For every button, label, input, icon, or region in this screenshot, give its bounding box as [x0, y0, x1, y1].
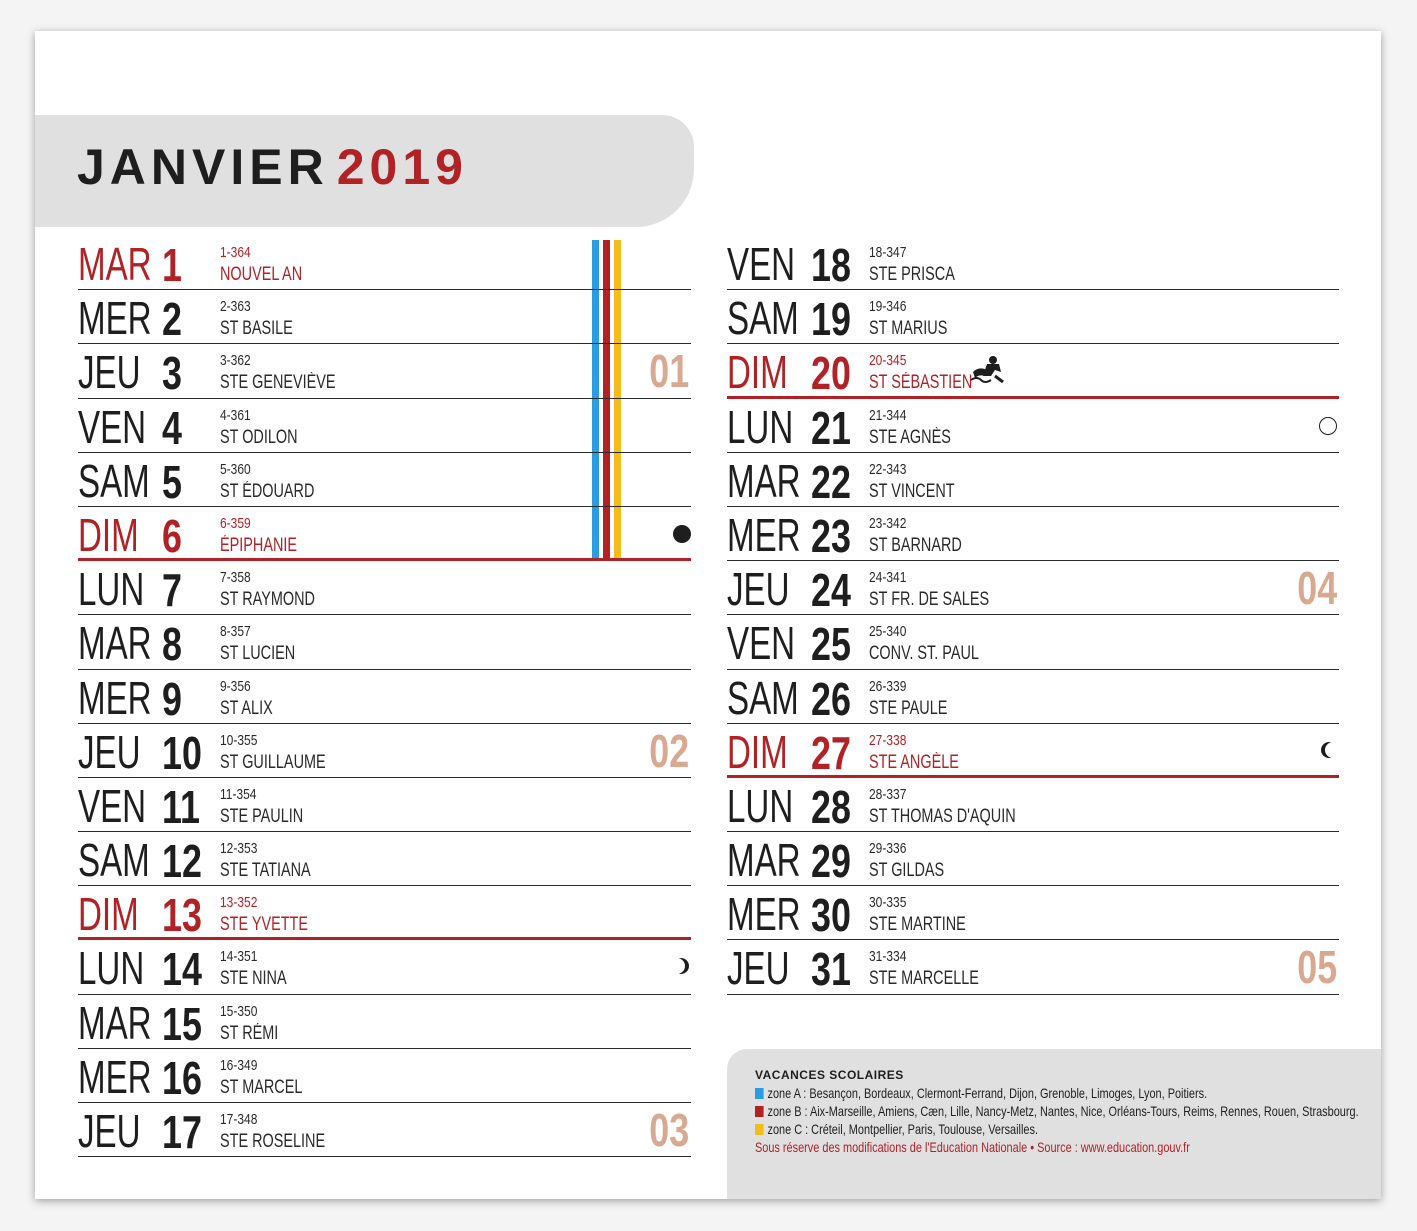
day-row [727, 940, 1339, 994]
day-counter: 14-351 [220, 948, 258, 966]
day-name: DIM [727, 346, 788, 399]
day-name: VEN [727, 617, 796, 670]
day-counter: 22-343 [869, 460, 907, 478]
saint-name: STE PRISCA [869, 264, 955, 285]
day-name: LUN [78, 942, 145, 995]
day-meta [869, 679, 972, 718]
day-number: 2 [162, 293, 182, 346]
zone-a-line [755, 1085, 1207, 1101]
saint-name: STE MARCELLE [869, 968, 979, 990]
day-counter: 31-334 [869, 948, 907, 966]
saint-name: STE PAULIN [220, 805, 304, 827]
day-number: 13 [162, 889, 202, 942]
zone-b-line [755, 1103, 1359, 1119]
day-counter: 15-350 [220, 1002, 258, 1020]
day-row [78, 453, 691, 507]
day-name: DIM [78, 508, 139, 561]
day-number: 8 [162, 618, 182, 671]
day-meta [869, 787, 1062, 826]
saint-name: ST GUILLAUME [220, 751, 326, 773]
day-counter: 6-359 [220, 514, 251, 532]
day-number: 15 [162, 997, 202, 1050]
day-number: 26 [811, 672, 851, 725]
day-meta [869, 299, 972, 338]
day-row [727, 670, 1339, 724]
day-counter: 30-335 [869, 894, 907, 912]
day-counter: 23-342 [869, 514, 907, 532]
day-name: MER [727, 508, 801, 561]
last-quarter-moon-icon [1321, 742, 1337, 758]
day-meta [220, 787, 329, 826]
day-meta [220, 1112, 358, 1151]
day-name: SAM [727, 292, 799, 345]
day-name: DIM [78, 888, 139, 941]
day-row [727, 507, 1339, 561]
day-name: LUN [78, 563, 145, 616]
day-row [727, 561, 1339, 615]
day-number: 10 [162, 726, 202, 779]
day-number: 3 [162, 347, 182, 400]
month-name: JANVIER [77, 139, 329, 195]
day-meta [869, 245, 982, 284]
day-counter: 18-347 [869, 244, 907, 261]
day-name: MER [78, 292, 152, 345]
day-name: JEU [78, 346, 141, 399]
saint-name: CONV. ST. PAUL [869, 643, 979, 665]
day-name: VEN [78, 400, 147, 453]
new-moon-icon [673, 525, 691, 543]
zone-b-text: zone B : Aix-Marseille, Amiens, Cæn, Lille, Nancy-Metz, Nantes, Nice, Orléans-Tours, Reims, Rennes, Rouen, Strasbourg. [767, 1103, 1359, 1119]
day-row [78, 399, 691, 453]
day-meta [220, 353, 372, 392]
day-counter: 24-341 [869, 569, 907, 587]
day-meta [869, 516, 991, 555]
day-counter: 5-360 [220, 460, 251, 478]
day-meta [869, 462, 982, 501]
day-meta [220, 1004, 297, 1043]
day-name: MAR [78, 238, 152, 290]
week-number: 05 [1297, 941, 1337, 994]
day-counter: 4-361 [220, 406, 251, 424]
saint-name: ÉPIPHANIE [220, 534, 298, 556]
zone-b-swatch [755, 1106, 764, 1117]
day-row [78, 236, 691, 290]
day-row [727, 236, 1339, 290]
day-row [727, 290, 1339, 344]
saint-name: STE AGNÈS [869, 426, 951, 448]
day-number: 11 [162, 780, 200, 833]
saint-name: ST THOMAS D'AQUIN [869, 805, 1016, 827]
saint-name: ST ALIX [220, 697, 273, 719]
day-row [78, 615, 691, 669]
day-number: 1 [162, 239, 182, 291]
day-number: 12 [162, 835, 202, 888]
day-counter: 2-363 [220, 298, 251, 316]
day-row [78, 778, 691, 832]
day-meta [220, 733, 359, 772]
day-meta [220, 462, 344, 501]
day-meta [220, 570, 345, 609]
day-counter: 28-337 [869, 785, 907, 803]
day-meta [220, 841, 339, 880]
saint-name: ST RAYMOND [220, 589, 315, 611]
day-counter: 17-348 [220, 1111, 258, 1128]
day-row [78, 724, 691, 778]
day-row [78, 832, 691, 886]
school-holidays-box [727, 1049, 1381, 1199]
day-row [78, 290, 691, 344]
day-number: 6 [162, 509, 182, 562]
day-name: JEU [78, 1105, 141, 1157]
week-number: 01 [649, 345, 689, 398]
day-name: MAR [78, 617, 152, 670]
day-counter: 11-354 [220, 785, 257, 803]
day-number: 29 [811, 835, 851, 888]
day-number: 20 [811, 347, 851, 400]
day-row [727, 886, 1339, 940]
day-counter: 21-344 [869, 406, 907, 424]
day-row [727, 399, 1339, 453]
day-meta [220, 949, 308, 988]
day-name: SAM [78, 834, 150, 887]
holidays-title: VACANCES SCOLAIRES [755, 1068, 904, 1082]
day-counter: 1-364 [220, 244, 251, 261]
week-number: 04 [1297, 562, 1337, 615]
day-row [727, 778, 1339, 832]
day-counter: 16-349 [220, 1056, 258, 1074]
day-row [78, 344, 691, 398]
zone-a-swatch [755, 1088, 764, 1099]
day-name: SAM [78, 454, 150, 507]
day-name: MER [78, 1050, 152, 1103]
day-meta [220, 245, 328, 284]
day-name: LUN [727, 779, 794, 832]
saint-name: ST RÉMI [220, 1022, 279, 1044]
day-row [727, 724, 1339, 778]
day-number: 18 [811, 239, 851, 291]
day-number: 9 [162, 672, 182, 725]
first-quarter-moon-icon [673, 958, 689, 974]
day-counter: 8-357 [220, 623, 251, 641]
day-counter: 9-356 [220, 677, 251, 695]
day-row [78, 1103, 691, 1157]
day-meta [220, 895, 336, 934]
day-number: 4 [162, 401, 182, 454]
saint-name: ST MARIUS [869, 318, 948, 340]
day-name: MER [78, 671, 152, 724]
week-number: 02 [649, 724, 689, 777]
saint-name: ST ÉDOUARD [220, 480, 315, 502]
day-number: 17 [162, 1106, 202, 1158]
day-name: MER [727, 888, 801, 941]
day-name: JEU [727, 563, 790, 616]
saint-name: STE GENEVIÈVE [220, 372, 336, 394]
saint-name: NOUVEL AN [220, 264, 303, 285]
day-name: VEN [78, 779, 147, 832]
day-row [727, 615, 1339, 669]
day-number: 23 [811, 509, 851, 562]
day-counter: 20-345 [869, 352, 907, 370]
day-number: 5 [162, 455, 182, 508]
day-counter: 13-352 [220, 894, 258, 912]
day-counter: 10-355 [220, 731, 258, 749]
day-number: 21 [811, 401, 851, 454]
day-row [727, 832, 1339, 886]
day-number: 28 [811, 780, 851, 833]
day-meta [869, 841, 968, 880]
day-meta [869, 408, 977, 447]
day-name: VEN [727, 238, 796, 290]
day-number: 19 [811, 293, 851, 346]
saint-name: STE YVETTE [220, 914, 309, 936]
day-counter: 29-336 [869, 840, 907, 858]
day-name: MAR [727, 454, 801, 507]
day-row [78, 561, 691, 615]
saint-name: STE ROSELINE [220, 1131, 326, 1152]
day-counter: 7-358 [220, 569, 251, 587]
day-counter: 3-362 [220, 352, 251, 370]
day-row [78, 1049, 691, 1103]
day-number: 14 [162, 943, 202, 996]
day-name: DIM [727, 725, 788, 778]
day-meta [220, 408, 322, 447]
day-row [78, 507, 691, 561]
saint-name: ST SÉBASTIEN [869, 372, 973, 394]
day-counter: 26-339 [869, 677, 907, 695]
day-meta [220, 299, 316, 338]
day-row [78, 670, 691, 724]
day-counter: 12-353 [220, 840, 258, 858]
days-column-right [727, 236, 1339, 995]
day-counter: 25-340 [869, 623, 907, 641]
day-number: 31 [811, 943, 851, 996]
saint-name: STE NINA [220, 968, 287, 990]
aquarius-icon [969, 354, 1009, 384]
day-name: JEU [78, 725, 141, 778]
week-number: 03 [649, 1104, 689, 1156]
day-row [78, 995, 691, 1049]
day-number: 24 [811, 564, 851, 617]
day-meta [220, 624, 319, 663]
days-column-left [78, 236, 691, 1157]
day-number: 22 [811, 455, 851, 508]
day-meta [869, 570, 1027, 609]
day-name: SAM [727, 671, 799, 724]
zone-c-line [755, 1121, 1038, 1137]
day-name: MAR [78, 996, 152, 1049]
day-number: 30 [811, 889, 851, 942]
day-meta [869, 895, 996, 934]
day-row [78, 940, 691, 994]
day-row [78, 886, 691, 940]
saint-name: ST GILDAS [869, 860, 945, 882]
saint-name: STE ANGÈLE [869, 751, 959, 773]
calendar-page [35, 31, 1381, 1199]
day-row [727, 453, 1339, 507]
source-note: Sous réserve des modifications de l'Education Nationale • Source : www.education.gouv.fr [755, 1139, 1190, 1155]
day-meta [220, 516, 321, 555]
day-counter: 19-346 [869, 298, 907, 316]
page-title [77, 139, 468, 195]
full-moon-icon [1319, 417, 1337, 435]
day-number: 27 [811, 726, 851, 779]
saint-name: STE PAULE [869, 697, 948, 719]
day-meta [869, 624, 1014, 663]
day-meta [220, 679, 289, 718]
day-meta [220, 1058, 328, 1097]
saint-name: ST ODILON [220, 426, 298, 448]
saint-name: ST MARCEL [220, 1076, 303, 1098]
day-number: 16 [162, 1051, 202, 1104]
saint-name: ST FR. DE SALES [869, 589, 990, 611]
saint-name: ST BASILE [220, 318, 293, 340]
saint-name: STE TATIANA [220, 860, 311, 882]
day-number: 25 [811, 618, 851, 671]
saint-name: ST LUCIEN [220, 643, 296, 665]
zone-c-swatch [755, 1124, 764, 1135]
zone-a-text: zone A : Besançon, Bordeaux, Clermont-Ferrand, Dijon, Grenoble, Limoges, Lyon, Poitiers. [767, 1085, 1208, 1101]
day-meta [869, 733, 987, 772]
saint-name: STE MARTINE [869, 914, 966, 936]
year: 2019 [336, 139, 468, 195]
saint-name: ST VINCENT [869, 480, 955, 502]
day-name: JEU [727, 942, 790, 995]
day-counter: 27-338 [869, 731, 907, 749]
day-number: 7 [162, 564, 182, 617]
day-meta [869, 949, 1014, 988]
zone-c-text: zone C : Créteil, Montpellier, Paris, Toulouse, Versailles. [767, 1121, 1038, 1137]
day-name: MAR [727, 834, 801, 887]
day-row [727, 344, 1339, 398]
saint-name: ST BARNARD [869, 534, 962, 556]
day-name: LUN [727, 400, 794, 453]
